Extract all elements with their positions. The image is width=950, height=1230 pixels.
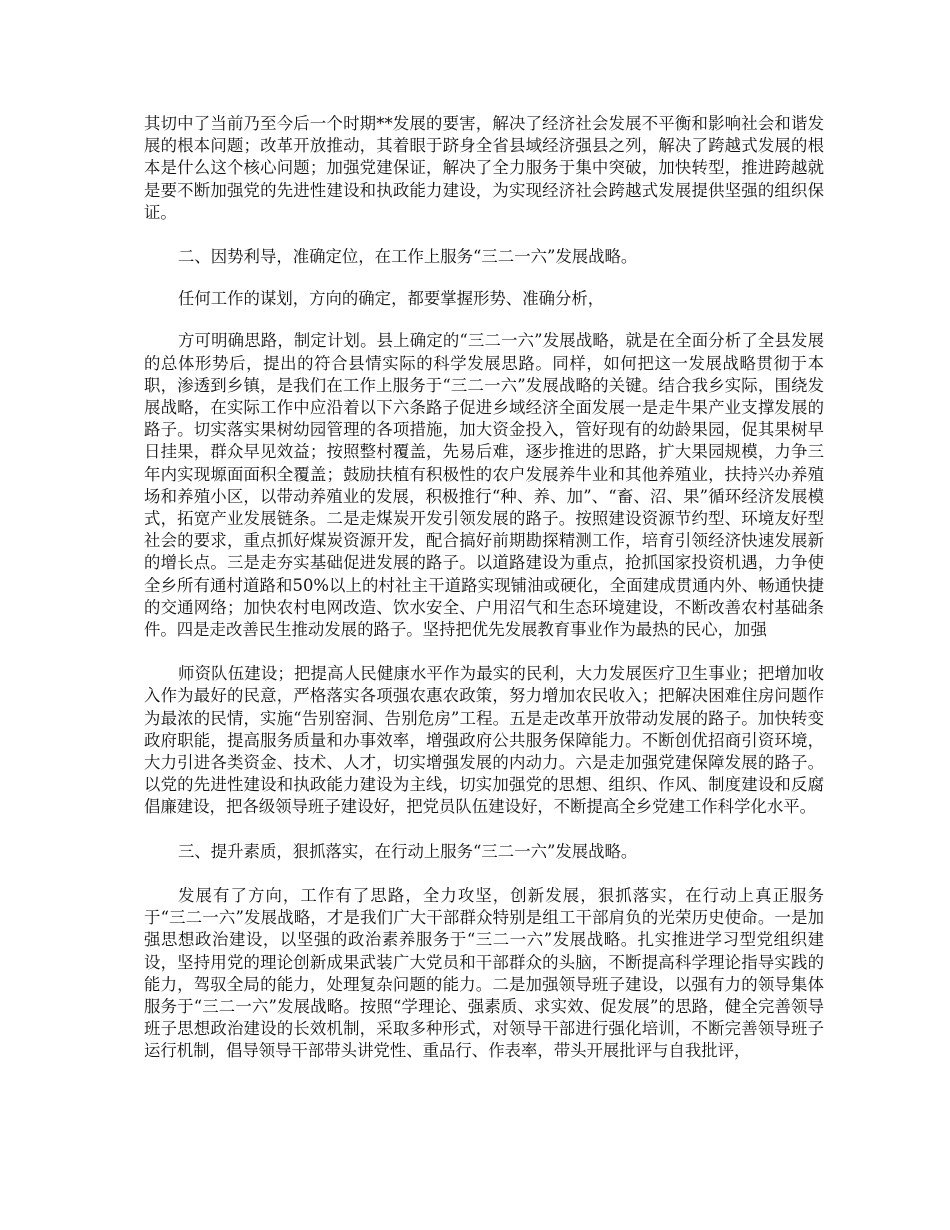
section-heading-3: 三、提升素质，狠抓落实，在行动上服务“三二一六”发展战略。 [178, 841, 638, 861]
document-body [144, 113, 824, 1063]
paragraph-continued-intro: 其切中了当前乃至今后一个时期**发展的要害，解决了经济社会发展不平衡和影响社会和谐发展的根本问题；改革开放推动，其着眼于跻身全省县域经济强县之列，解决了跨越式发展的根本是什么这个核心问题；加强党建保证，解决了全力服务于集中突破，加快转型，推进跨越就是要不断加强党的先进性建设和执政能力建设，为实现经济社会跨越式发展提供坚强的组织保证。 [144, 114, 824, 222]
paragraph-implementation: 发展有了方向，工作有了思路，全力攻坚，创新发展，狠抓落实，在行动上真正服务于“三二一六”发展战略，才是我们广大干部群众特别是组工干部肩负的光荣历史使命。一是加强思想政治建设，以坚强的政治素养服务于“三二一六”发展战略。扎实推进学习型党组织建设，坚持用党的理论创新成果武装广大党员和干部群众的头脑，不断提高科学理论指导实践的能力，驾驭全局的能力，处理复杂问题的能力。二是加强领导班子建设，以强有力的领导集体服务于“三二一六”发展战略。按照“学理论、强素质、求实效、促发展”的思路，健全完善领导班子思想政治建设的长效机制，采取多种形式，对领导干部进行强化培训，不断完善领导班子运行机制，倡导领导干部带头讲党性、重品行、作表率，带头开展批评与自我批评， [144, 885, 824, 1061]
paragraph-lead-2: 任何工作的谋划，方向的确定，都要掌握形势、准确分析， [178, 289, 605, 309]
paragraph-paths-continued: 师资队伍建设；把提高人民健康水平作为最实的民利，大力发展医疗卫生事业；把增加收入作为最好的民意，严格落实各项强农惠农政策，努力增加农民收入；把解决困难住房问题作为最浓的民情，实施“告别窑洞、告别危房”工程。五是走改革开放带动发展的路子。加快转变政府职能，提高服务质量和办事效率，增强政府公共服务保障能力。不断创优招商引资环境，大力引进各类资金、技术、人才，切实增强发展的内动力。六是走加强党建保障发展的路子。以党的先进性建设和执政能力建设为主线，切实加强党的思想、组织、作风、制度建设和反腐倡廉建设，把各级领导班子建设好，把党员队伍建设好，不断提高全乡党建工作科学化水平。 [144, 664, 824, 817]
section-heading-2: 二、因势利导，准确定位，在工作上服务“三二一六”发展战略。 [178, 247, 638, 267]
paragraph-six-paths: 方可明确思路，制定计划。县上确定的“三二一六”发展战略，就是在全面分析了全县发展的总体形势后，提出的符合县情实际的科学发展思路。同样，如何把这一发展战略贯彻于本职，渗透到乡镇，是我们在工作上服务于“三二一六”发展战略的关键。结合我乡实际，围绕发展战略，在实际工作中应沿着以下六条路子促进乡域经济全面发展一是走牛果产业支撑发展的路子。切实落实果树幼园管理的各项措施，加大资金投入，管好现有的幼龄果园，促其果树早日挂果，群众早见效益；按照整村覆盖，先易后难，逐步推进的思路，扩大果园规模，力争三年内实现塬面面积全覆盖；鼓励扶植有积极性的农户发展养牛业和其他养殖业，扶持兴办养殖场和养殖小区，以带动养殖业的发展，积极推行“种、养、加”、“畜、沼、果”循环经济发展模式，拓宽产业发展链条。二是走煤炭开发引领发展的路子。按照建设资源节约型、环境友好型社会的要求，重点抓好煤炭资源开发，配合搞好前期勘探精测工作，培育引领经济快速发展新的增长点。三是走夯实基础促进发展的路子。以道路建设为重点，抢抓国家投资机遇，力争使全乡所有通村道路和50%以上的村社主干道路实现铺油或硬化，全面建成贯通内外、畅通快捷的交通网络；加快农村电网改造、饮水安全、户用沼气和生态环境建设，不断改善农村基础条件。四是走改善民生推动发展的路子。坚持把优先发展教育事业作为最热的民心，加强 [144, 331, 824, 640]
